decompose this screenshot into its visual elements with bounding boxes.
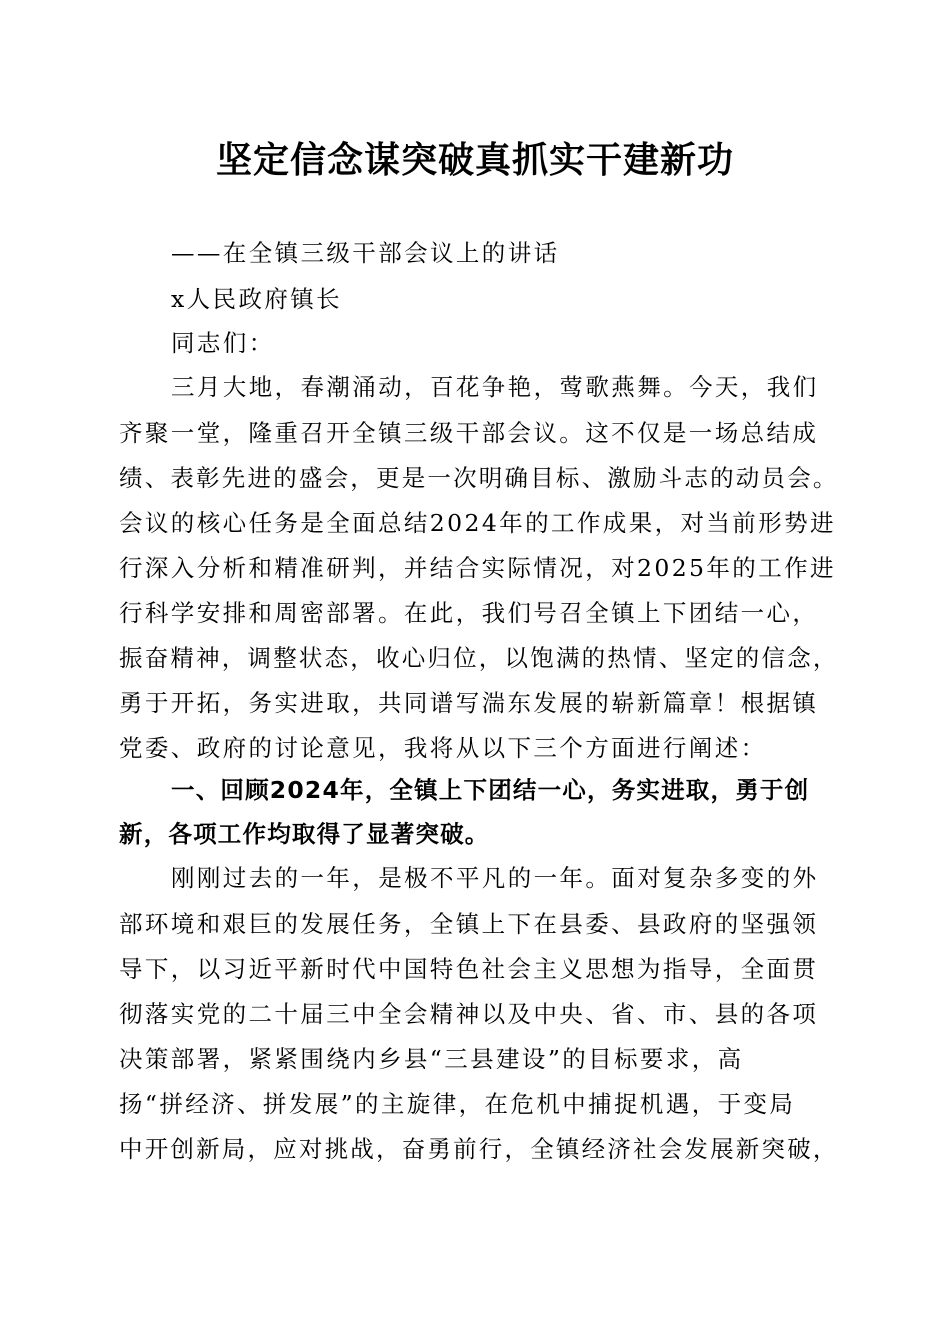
paragraph-line: 勇于开拓，务实进取，共同谱写湍东发展的崭新篇章！根据镇 — [119, 689, 819, 717]
salutation: 同志们： — [171, 329, 275, 357]
paragraph-line: 党委、政府的讨论意见，我将从以下三个方面进行阐述： — [119, 734, 767, 762]
author-line: x人民政府镇长 — [171, 285, 343, 313]
paragraph-line: 行深入分析和精准研判，并结合实际情况，对2025年的工作进 — [119, 554, 836, 582]
document-title: 坚定信念谋突破真抓实干建新功 — [215, 139, 734, 181]
paragraph-line: 彻落实党的二十届三中全会精神以及中央、省、市、县的各项 — [119, 1000, 819, 1028]
subtitle: ——在全镇三级干部会议上的讲话 — [171, 239, 560, 267]
paragraph-line: 扬“拼经济、拼发展”的主旋律，在危机中捕捉机遇，于变局 — [119, 1090, 796, 1118]
paragraph-line: 绩、表彰先进的盛会，更是一次明确目标、激励斗志的动员会。 — [119, 464, 839, 492]
paragraph-line: 会议的核心任务是全面总结2024年的工作成果，对当前形势进 — [119, 509, 836, 537]
paragraph-line: 行科学安排和周密部署。在此，我们号召全镇上下团结一心， — [119, 599, 819, 627]
section-heading-line: 新，各项工作均取得了显著突破。 — [119, 820, 490, 848]
paragraph-line: 振奋精神，调整状态，收心归位，以饱满的热情、坚定的信念， — [119, 644, 839, 672]
paragraph-line: 部环境和艰巨的发展任务，全镇上下在县委、县政府的坚强领 — [119, 910, 819, 938]
paragraph-line: 三月大地，春潮涌动，百花争艳，莺歌燕舞。今天，我们 — [171, 373, 819, 401]
paragraph-line: 齐聚一堂，隆重召开全镇三级干部会议。这不仅是一场总结成 — [119, 419, 819, 447]
paragraph-line: 导下，以习近平新时代中国特色社会主义思想为指导，全面贯 — [119, 955, 819, 983]
section-heading-line: 一、回顾2024年，全镇上下团结一心，务实进取，勇于创 — [171, 776, 810, 804]
paragraph-line: 决策部署，紧紧围绕内乡县“三县建设”的目标要求，高 — [119, 1045, 744, 1073]
paragraph-line: 中开创新局，应对挑战，奋勇前行，全镇经济社会发展新突破， — [119, 1135, 839, 1163]
paragraph-line: 刚刚过去的一年，是极不平凡的一年。面对复杂多变的外 — [171, 864, 819, 892]
